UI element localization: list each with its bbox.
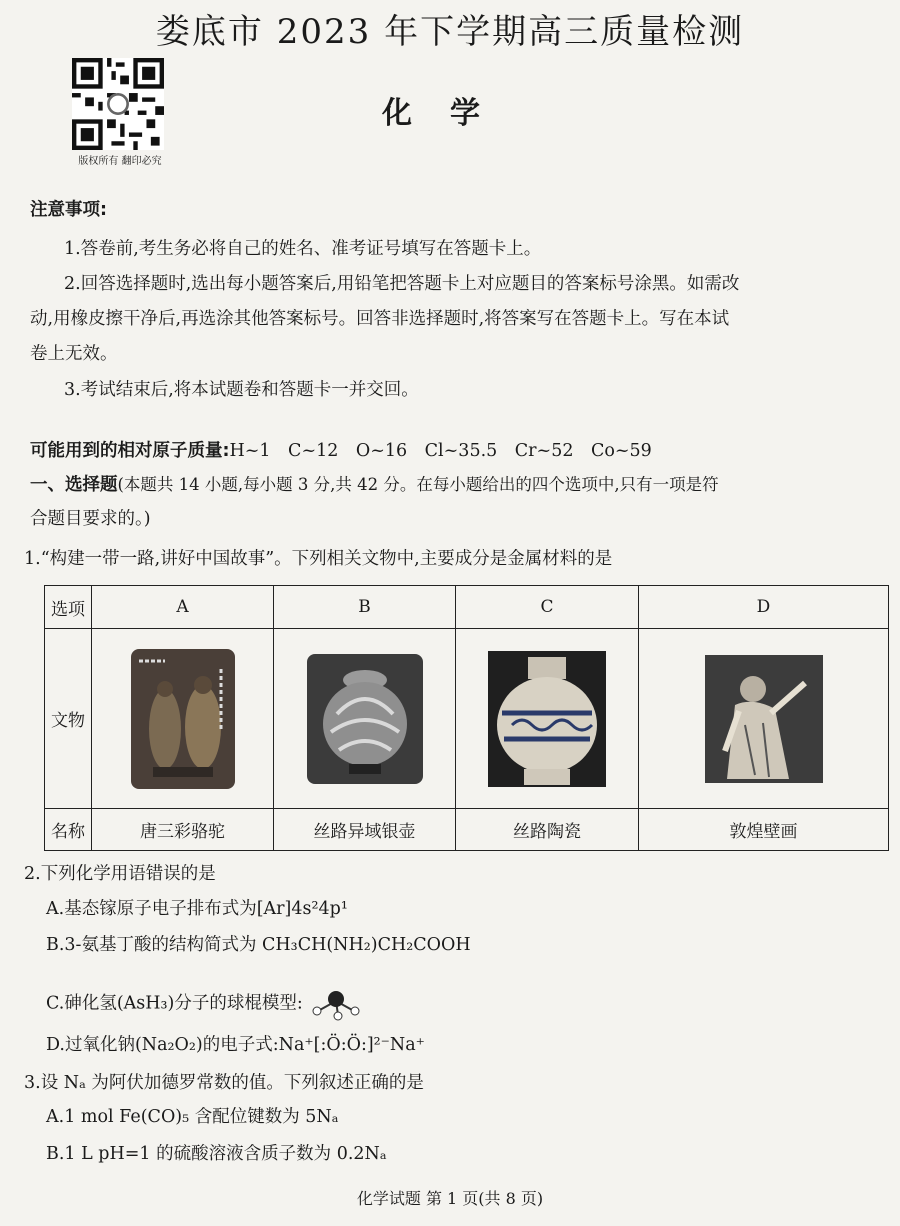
atomic-masses bbox=[30, 440, 878, 462]
atomic-masses-label: 可能用到的相对原子质量: bbox=[30, 441, 230, 461]
artifact-a-cell bbox=[91, 628, 274, 809]
silver-pot-image bbox=[307, 654, 423, 784]
q1-table bbox=[44, 585, 889, 851]
artifact-d-cell bbox=[638, 628, 889, 809]
notice-item-1: 1.答卷前,考生务必将自己的姓名、准考证号填写在答题卡上。 bbox=[64, 239, 542, 259]
page-footer: 化学试题 第 1 页(共 8 页) bbox=[356, 1189, 544, 1208]
artifact-b-cell bbox=[273, 628, 456, 809]
name-b: 丝路异域银壶 bbox=[273, 808, 456, 851]
name-a: 唐三彩骆驼 bbox=[91, 808, 274, 851]
silk-road-porcelain-image bbox=[488, 651, 606, 787]
notice-item-2-end: 卷上无效。 bbox=[30, 344, 118, 364]
option-a: A bbox=[91, 585, 274, 629]
q3-stem: 3.设 Nₐ 为阿伏加德罗常数的值。下列叙述正确的是 bbox=[24, 1073, 424, 1093]
section-1-heading: 一、选择题 bbox=[30, 475, 118, 495]
artifact-c-cell bbox=[455, 628, 639, 809]
q2-option-c-text: C.砷化氢(AsH₃)分子的球棍模型: bbox=[46, 993, 303, 1014]
name-c: 丝路陶瓷 bbox=[455, 808, 639, 851]
option-d: D bbox=[638, 585, 889, 629]
qr-code bbox=[72, 58, 164, 150]
q2-option-c bbox=[46, 987, 878, 1021]
q2-stem: 2.下列化学用语错误的是 bbox=[24, 864, 216, 884]
q1-stem: 1.“构建一带一路,讲好中国故事”。下列相关文物中,主要成分是金属材料的是 bbox=[24, 549, 613, 569]
copyright-caption: 版权所有 翻印必究 bbox=[78, 156, 162, 167]
notice-heading: 注意事项: bbox=[30, 200, 107, 220]
section-1-intro bbox=[30, 474, 878, 496]
q3-option-b: B.1 L pH=1 的硫酸溶液含质子数为 0.2Nₐ bbox=[46, 1144, 387, 1164]
notice-item-2: 2.回答选择题时,选出每小题答案后,用铅笔把答题卡上对应题目的答案标号涂黑。如需改 bbox=[64, 274, 740, 294]
tang-camel-image bbox=[131, 649, 235, 789]
section-1-desc: (本题共 14 小题,每小题 3 分,共 42 分。在每小题给出的四个选项中,只有一项是符 bbox=[117, 475, 719, 494]
row-label-option: 选项 bbox=[44, 585, 92, 629]
q2-option-a: A.基态镓原子电子排布式为[Ar]4s²4p¹ bbox=[46, 899, 348, 919]
notice-item-3: 3.考试结束后,将本试题卷和答题卡一并交回。 bbox=[64, 380, 419, 400]
atomic-masses-values: H~1 C~12 O~16 Cl~35.5 Cr~52 Co~59 bbox=[229, 441, 652, 461]
section-1-desc-2: 合题目要求的。) bbox=[30, 509, 151, 529]
q2-option-b: B.3-氨基丁酸的结构简式为 CH₃CH(NH₂)CH₂COOH bbox=[46, 935, 471, 955]
row-label-name: 名称 bbox=[44, 808, 92, 851]
option-c: C bbox=[455, 585, 639, 629]
dunhuang-mural-image bbox=[705, 655, 823, 783]
ash3-ball-stick-icon bbox=[308, 987, 364, 1021]
row-label-artifact: 文物 bbox=[44, 628, 92, 809]
option-b: B bbox=[273, 585, 456, 629]
subject-title: 化学 bbox=[382, 96, 518, 131]
name-d: 敦煌壁画 bbox=[638, 808, 889, 851]
exam-title: 娄底市 2023 年下学期高三质量检测 bbox=[155, 12, 745, 52]
q2-option-d: D.过氧化钠(Na₂O₂)的电子式:Na⁺[:Ö:Ö:]²⁻Na⁺ bbox=[46, 1035, 425, 1055]
q3-option-a: A.1 mol Fe(CO)₅ 含配位键数为 5Nₐ bbox=[46, 1107, 339, 1127]
notice-item-2-cont: 动,用橡皮擦干净后,再选涂其他答案标号。回答非选择题时,将答案写在答题卡上。写在本试 bbox=[30, 309, 730, 329]
